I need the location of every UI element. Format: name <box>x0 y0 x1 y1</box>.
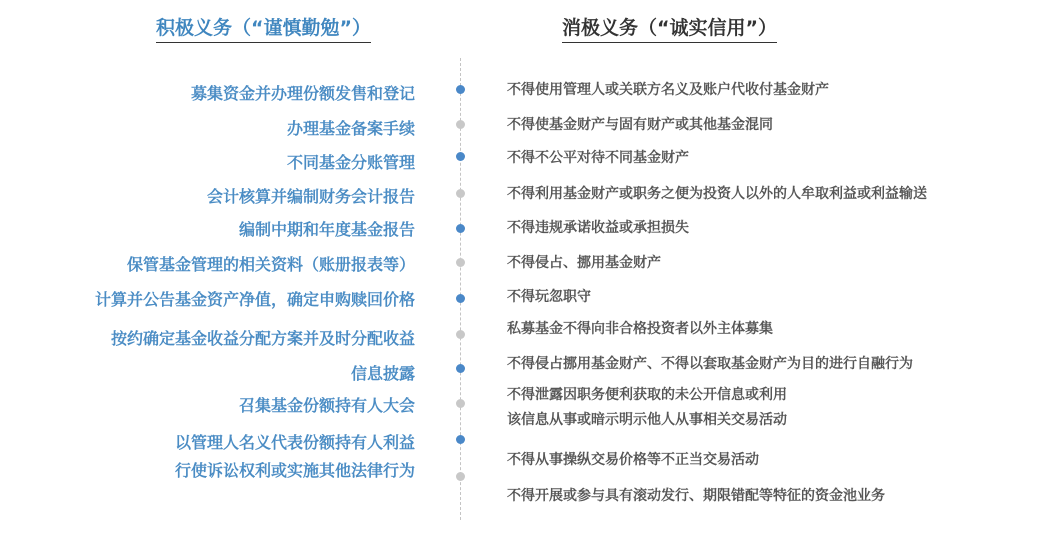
timeline-dot-inactive <box>456 330 465 339</box>
positive-duty-item: 以管理人名义代表份额持有人利益 <box>174 433 415 452</box>
timeline-dot-active <box>456 364 465 373</box>
negative-duty-item: 不得侵占、挪用基金财产 <box>507 255 661 271</box>
negative-duty-item: 不得侵占挪用基金财产、不得以套取基金财产为目的进行自融行为 <box>507 356 913 372</box>
timeline-dot-inactive <box>456 120 465 129</box>
positive-duty-item: 信息披露 <box>350 364 415 383</box>
negative-duty-item: 不得违规承诺收益或承担损失 <box>507 220 689 236</box>
timeline-dot-active <box>456 152 465 161</box>
positive-duty-item: 编制中期和年度基金报告 <box>238 220 415 239</box>
timeline-dot-inactive <box>456 258 465 267</box>
positive-duty-item: 计算并公告基金资产净值，确定申购赎回价格 <box>94 290 415 309</box>
timeline-dot-active <box>456 435 465 444</box>
negative-duty-item: 不得使用管理人或关联方名义及账户代收付基金财产 <box>507 82 829 98</box>
negative-duty-item: 私募基金不得向非合格投资者以外主体募集 <box>507 321 773 337</box>
positive-duty-item: 不同基金分账管理 <box>286 153 415 172</box>
positive-duty-item: 保管基金管理的相关资料（账册报表等） <box>126 255 415 274</box>
timeline-dot-inactive <box>456 472 465 481</box>
timeline-dot-inactive <box>456 189 465 198</box>
timeline-dot-active <box>456 294 465 303</box>
positive-duty-item: 办理基金备案手续 <box>286 119 415 138</box>
positive-duty-item: 募集资金并办理份额发售和登记 <box>190 84 415 103</box>
positive-duty-item: 按约确定基金收益分配方案并及时分配收益 <box>110 329 415 348</box>
positive-duty-item: 召集基金份额持有人大会 <box>238 396 415 415</box>
positive-duty-item: 会计核算并编制财务会计报告 <box>206 187 415 206</box>
negative-duty-item: 不得不公平对待不同基金财产 <box>507 150 689 166</box>
negative-duty-item: 不得开展或参与具有滚动发行、期限错配等特征的资金池业务 <box>507 488 885 504</box>
negative-duty-item: 不得从事操纵交易价格等不正当交易活动 <box>507 452 759 468</box>
positive-duty-item: 行使诉讼权利或实施其他法律行为 <box>174 461 415 480</box>
negative-duty-item: 不得利用基金财产或职务之便为投资人以外的人牟取利益或利益输送 <box>507 186 927 202</box>
timeline-dot-inactive <box>456 399 465 408</box>
negative-duty-item: 不得玩忽职守 <box>507 289 591 305</box>
positive-duties-heading: 积极义务（“谨慎勤勉”） <box>156 16 371 43</box>
timeline-dot-active <box>456 224 465 233</box>
timeline-dot-active <box>456 85 465 94</box>
negative-duty-item: 不得使基金财产与固有财产或其他基金混同 <box>507 117 773 133</box>
negative-duties-heading: 消极义务（“诚实信用”） <box>562 16 777 43</box>
negative-duty-item: 该信息从事或暗示明示他人从事相关交易活动 <box>507 412 787 428</box>
negative-duty-item: 不得泄露因职务便利获取的未公开信息或利用 <box>507 387 787 403</box>
